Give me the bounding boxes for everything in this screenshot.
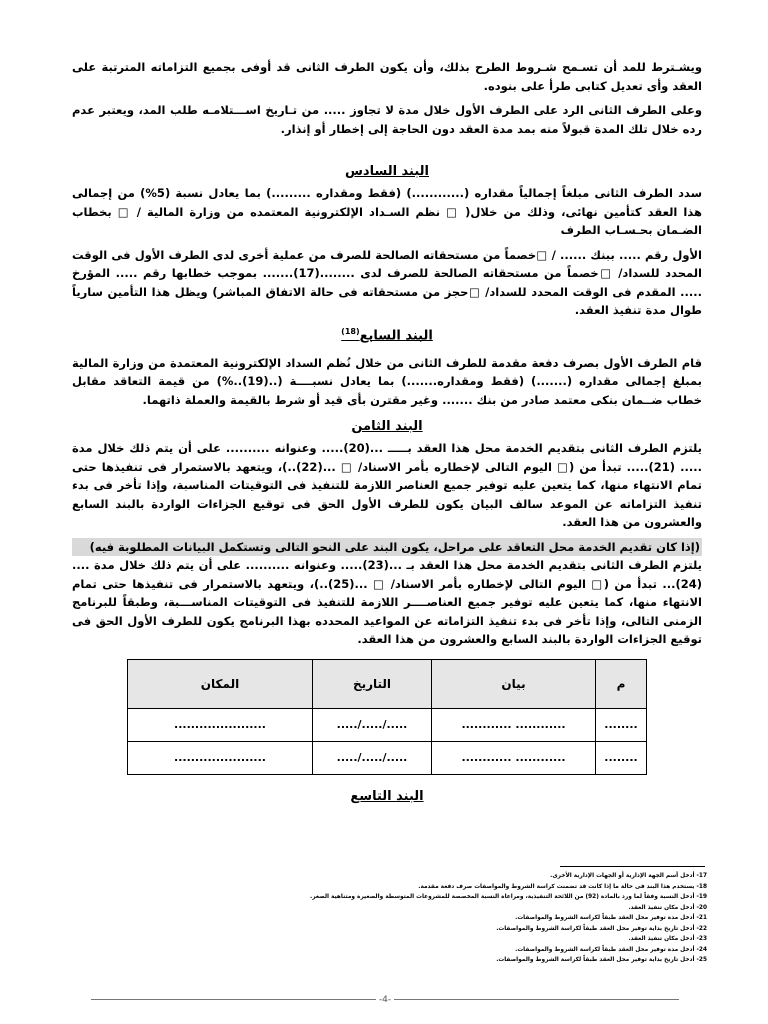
section-9-title: البند التاسع [350, 788, 424, 804]
table-cell: ............ ............ [432, 741, 596, 774]
paragraph-extension-condition: ويشـترط للمد أن تسـمح شـروط الطرح بذلك، وأن يكون الطرف الثانى قد أوفى بجميع التزاماته المترتبة على العقد وأى تعديل كتابى طرأ على بنوده. [72, 60, 702, 93]
footnote-20: 20- أدخل مكان تنفيذ العقد. [628, 904, 707, 911]
footnote-21: 21- أدخل مدة توفير محل العقد طبقاً لكراسة الشروط والمواصفات. [515, 915, 707, 921]
section-8-paragraph-2: يلتزم الطرف الثانى بتقديم الخدمة محل هذا العقد بـ ...(23)..... وعنوانه .......... على أن يتم ذلك خلال مدة ....(24)... تبدأ من (□ اليوم التالى لإخطاره بأمر الاسناد/ □ ...(25)..)، ويتعهد بالاستمرار فى تنفيذها حتى تمام الانتهاء منها، كما يتعين عليه توفير جميع العناصــــر اللازمة للتنفيذ فى التوقيتات المناســـبة، وطبقاً للبرنامج الزمنى التالى، وإذا تأخر فى بدء تنفيذ التزاماته عن المواعيد المحدده بهذا البرنامج يكون للطرف الأول الحق فى توقيع الجزاءات الواردة بالبند السابع والعشرون من هذا العقد. [72, 558, 702, 647]
section-8-title: البند الثامن [351, 419, 423, 435]
section-6-paragraph-1: سدد الطرف الثانى مبلغاً إجمالياً مقداره (............) (فقط ومقداره .........) بما يعادل نسبة (5%) من إجمالى هذا العقد كتأمين نهائى، وذلك من خلال( □ نظم السـداد الإلكترونية المعتمده من وزارة المالية / □ بخطاب الضـمان بحـسـاب الطرف [72, 186, 702, 237]
document-body [72, 58, 702, 809]
section-7-title: البند السابع [359, 327, 433, 343]
section-6-paragraph-2: الأول رقم ..... ببنك ...... / □خصماً من مستحقاته الصالحة للصرف من عملية أخرى لدى الطرف الأول فى الوقت المحدد للسداد/ □خصماً من مستحقاته الصالحة للصرف لدى ........(17)....... بموجب خطابها رقم ..... المؤرخ ..... المقدم فى الوقت المحدد للسداد/ □حجز من مستحقاته فى حالة الاتفاق المباشر) ويظل هذا التأمين سارياً طوال مدة تنفيذ العقد. [72, 247, 702, 317]
footnote-25: 25- أدخل تاريخ بداية توفير محل العقد طبقاً لكراسة الشروط والمواصفات. [496, 957, 707, 963]
schedule-table [127, 659, 647, 775]
table-header-place: المكان [128, 659, 313, 708]
table-header-date: التاريخ [313, 659, 432, 708]
table-cell: ............ ............ [432, 708, 596, 741]
table-header-statement: بيان [432, 659, 596, 708]
section-7-paragraph-1: قام الطرف الأول بصرف دفعة مقدمة للطرف الثانى من خلال نُظم السداد الإلكترونية المعتمدة من وزارة المالية بمبلغ إجمالى مقداره (.......) (فقط ومقداره.......) بما يعادل نسبــــة (..(19)..%) من قيمة التعاقد مقابل خطاب ضــمان بنكى معتمد صادر من بنك ....... وغير مقترن بأى قيد أو شرط بالقيمة والعملة ذاتهما. [72, 355, 702, 407]
section-8-staged-note: (إذا كان تقديم الخدمة محل التعاقد على مراحل، يكون البند على النحو التالى وتستكمل البيانات المطلوبة فيه) [72, 538, 702, 557]
footnote-22: 22- أدخل تاريخ بداية توفير محل العقد طبقاً لكراسة الشروط والمواصفات. [496, 925, 707, 932]
table-cell: ...................... [128, 741, 313, 774]
page-footer [80, 995, 690, 1005]
footnote-23: 23- أدخل مكان تنفيذ العقد. [628, 936, 707, 942]
table-cell: ...../...../..... [313, 741, 432, 774]
footnote-divider [560, 866, 705, 867]
table-header-number: م [596, 659, 647, 708]
footer-line-left [91, 999, 376, 1000]
table-cell: ........ [596, 741, 647, 774]
section-6-title: البند السادس [344, 164, 430, 179]
table-cell: ........ [596, 708, 647, 741]
footnotes [310, 871, 707, 966]
section-7-footnote-ref: (18) [341, 326, 360, 336]
section-8-paragraph-1: يلتزم الطرف الثانى بتقديم الخدمة محل هذا العقد بـــــ ...(20)..... وعنوانه .......... على أن يتم ذلك خلال مدة ..... (21)..... تبدأ من (□ اليوم التالى لإخطاره بأمر الاسناد/ □ ...(22)..)، ويتعهد بالاستمرار فى تنفيذها حتى تمام الانتهاء منها، كما يتعين عليه توفير جميع العناصر اللازمة للتنفيذ فى التوقيتات المناسبة، وإذا تأخر فى بدء تنفيذ التزاماته عن الموعد سالف البيان يكون للطرف الأول الحق فى توقيع الجزاءات الواردة بالبند السابع والعشرون من هذا العقد. [72, 441, 702, 530]
table-cell: ...................... [128, 708, 313, 741]
page-number: -4- [378, 995, 392, 1005]
footnote-18: 18- يستخدم هذا البند فى حالة ما إذا كانت قد تضمنت كراسة الشروط والمواصفات صرف دفعة مقدمة. [418, 883, 707, 890]
footer-line-right [394, 999, 679, 1000]
table-cell: ...../...../..... [313, 708, 432, 741]
section-7-heading [72, 320, 702, 348]
table-row [128, 708, 647, 741]
paragraph-extension-reply: وعلى الطرف الثانى الرد على الطرف الأول خلال مدة لا تجاوز ..... من تـاريخ اســـتلامـه طلب المد، ويعتبر عدم رده خلال تلك المدة قبولاً منه بمد مدة العقد دون الحاجة إلى إخطار أو إنذار. [72, 103, 702, 136]
table-header-row [128, 659, 647, 708]
table-row [128, 741, 647, 774]
footnote-17: 17- أدخل أسم الجهة الإدارية أو الجهات الإدارية الأخرى. [550, 873, 707, 879]
footnote-24: 24- أدخل مدة توفير محل العقد طبقاً لكراسة الشروط والمواصفات. [515, 946, 707, 953]
footnote-19: 19- أدخل النسبة وفقاً لما ورد بالمادة (92) من اللائحة التنفيذية، ومراعاة النسبة المخصصة للمشروعات المتوسطة والصغيرة ومتناهية الصغر. [310, 894, 707, 900]
